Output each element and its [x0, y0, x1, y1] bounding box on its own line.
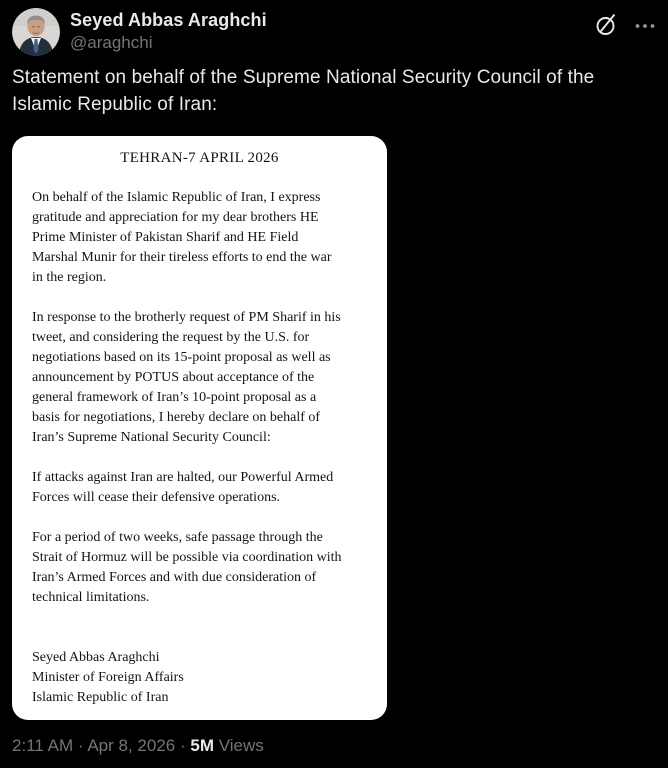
tweet-date: Apr 8, 2026	[87, 736, 176, 755]
footer-separator-2: ·	[179, 736, 186, 755]
statement-line: Iran’s Supreme National Security Council:	[32, 430, 271, 445]
statement-line: technical limitations.	[32, 590, 150, 605]
statement-line: tweet, and considering the request by the U.S. for	[32, 330, 310, 345]
statement-line: announcement by POTUS about acceptance of the	[32, 370, 315, 385]
statement-line: Iran’s Armed Forces and with due consideration of	[32, 570, 317, 585]
statement-signature	[32, 648, 367, 708]
statement-line: general framework of Iran’s 10-point proposal as a	[32, 390, 317, 405]
statement-line: On behalf of the Islamic Republic of Iran, I express	[32, 190, 321, 205]
grok-slashed-circle-icon	[594, 12, 618, 38]
more-options-button[interactable]	[634, 12, 656, 38]
author-handle[interactable]: @araghchi	[70, 33, 153, 52]
statement-paragraph-1	[32, 188, 367, 288]
grok-actions-button[interactable]	[594, 12, 618, 38]
author-name-block	[70, 6, 267, 54]
avatar[interactable]	[12, 8, 60, 56]
statement-paragraph-2	[32, 308, 367, 448]
statement-paragraph-4	[32, 528, 367, 608]
statement-line: In response to the brotherly request of PM Sharif in his	[32, 310, 341, 325]
statement-line: Strait of Hormuz will be possible via coordination with	[32, 550, 342, 565]
tweet-header-actions	[594, 6, 656, 38]
statement-line: Marshal Munir for their tireless efforts to end the war	[32, 250, 332, 265]
statement-line: in the region.	[32, 270, 107, 285]
statement-line: Minister of Foreign Affairs	[32, 670, 184, 685]
tweet-text: Statement on behalf of the Supreme National Security Council of the Islamic Republic of Iran:	[12, 67, 595, 115]
statement-line: If attacks against Iran are halted, our Powerful Armed	[32, 470, 334, 485]
statement-line: Prime Minister of Pakistan Sharif and HE Field	[32, 230, 299, 245]
statement-line: gratitude and appreciation for my dear brothers HE	[32, 210, 319, 225]
statement-line: Seyed Abbas Araghchi	[32, 650, 160, 665]
tweet-time: 2:11 AM	[12, 736, 74, 755]
views-label: Views	[218, 736, 264, 755]
ellipsis-more-icon	[634, 12, 656, 38]
statement-line: Forces will cease their defensive operations.	[32, 490, 281, 505]
statement-line: Islamic Republic of Iran	[32, 690, 169, 705]
statement-dateline: TEHRAN-7 APRIL 2026	[120, 150, 279, 166]
statement-paragraph-3	[32, 468, 367, 508]
tweet-header	[12, 6, 656, 56]
statement-line: negotiations based on its 15-point proposal as well as	[32, 350, 331, 365]
views-count: 5M	[190, 736, 214, 755]
statement-line: basis for negotiations, I hereby declare on behalf of	[32, 410, 321, 425]
statement-image[interactable]	[12, 136, 387, 720]
author-display-name[interactable]: Seyed Abbas Araghchi	[70, 10, 267, 30]
tweet-footer	[12, 735, 656, 756]
statement-line: For a period of two weeks, safe passage through the	[32, 530, 323, 545]
footer-separator-1: ·	[77, 736, 84, 755]
avatar-image	[12, 8, 60, 56]
